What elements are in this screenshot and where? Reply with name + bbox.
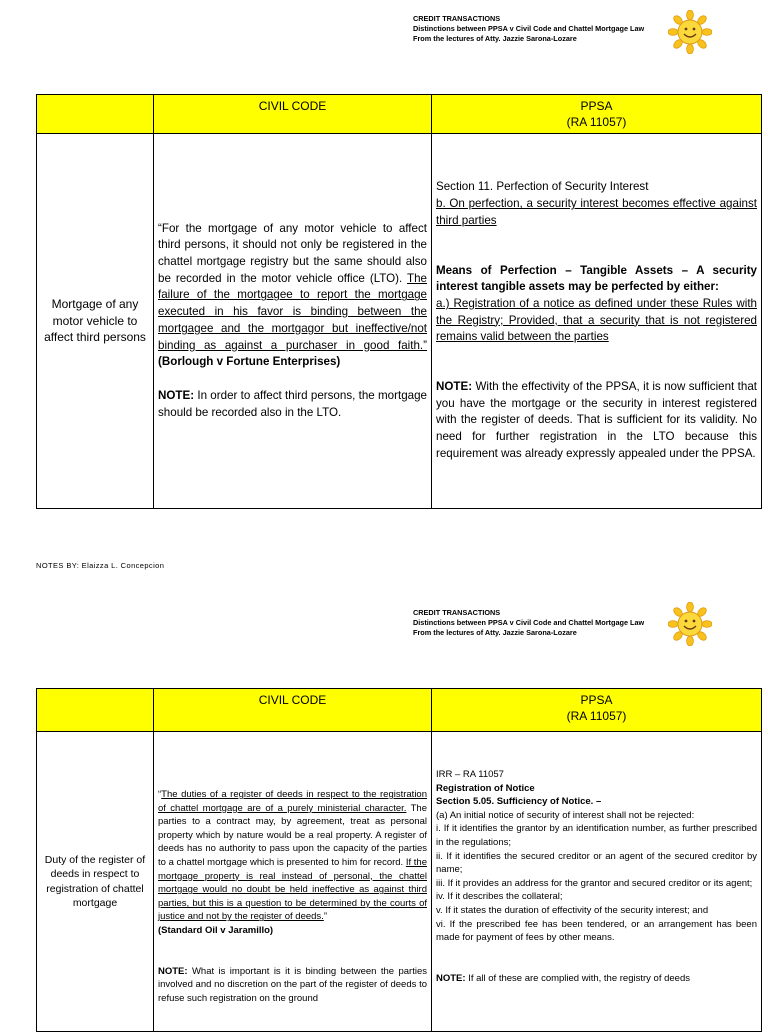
header-cell-ppsa	[432, 95, 762, 134]
case-citation: (Borlough v Fortune Enterprises)	[158, 355, 341, 369]
col-civil-label: CIVIL CODE	[258, 693, 327, 707]
civil-code-cell	[154, 134, 432, 509]
civil-note	[158, 388, 427, 421]
header-subtitle: Distinctions between PPSA v Civil Code and Chattel Mortgage Law	[413, 24, 645, 33]
quote-underlined-2: If the mortgage property is real instead of personal, the chattel mortgage would no doubt be held ineffective as against third parties, but this is a question to be determined by the courts of justice and not by the register of deeds.	[158, 856, 428, 923]
note-label: NOTE:	[158, 388, 195, 402]
note-text: With the effectivity of the PPSA, it is now sufficient that you have the mortgage or the security in interest registered with the register of deeds. That is sufficient for its validity. No need for further registration in the LTO because this requirement was already expressly appealed under the PPSA.	[436, 380, 757, 460]
note-label: NOTE:	[158, 965, 188, 977]
header-cell-civil-code	[154, 95, 432, 134]
irr-title: IRR – RA 11057	[436, 769, 504, 780]
irr-subtitle: Registration of Notice	[436, 782, 535, 794]
topic-cell: Duty of the register of deeds in respect to registration of chattel mortgage	[37, 732, 154, 1032]
col-ppsa-ra: (RA 11057)	[566, 115, 627, 129]
irr-item-iii: iii. If it provides an address for the grantor and secured creditor or its agent;	[436, 877, 753, 889]
ppsa-note	[436, 972, 757, 986]
header-course: CREDIT TRANSACTIONS	[413, 14, 501, 23]
header-cell-ppsa	[432, 689, 762, 732]
col-ppsa-label: PPSA	[580, 99, 613, 113]
note-label: NOTE:	[436, 972, 466, 984]
smiling-sun-icon	[668, 10, 712, 54]
col-civil-label: CIVIL CODE	[258, 99, 327, 113]
header-course: CREDIT TRANSACTIONS	[413, 608, 501, 617]
quote-close: ”	[323, 911, 327, 923]
smiling-sun-icon	[668, 602, 712, 646]
quote-part: “For the mortgage of any motor vehicle to affect third persons, it should not only be registered in the chattel mortgage registry but the same should also be recorded in the motor vehicle office (LTO).	[158, 221, 427, 285]
comparison-table-2	[36, 688, 762, 1032]
note-text: If all of these are complied with, the registry of deeds	[465, 972, 690, 984]
ppsa-cell	[432, 732, 762, 1032]
quote-underlined-1: The duties of a register of deeds in respect to the registration of chattel mortgage are of a purely ministerial character.	[158, 789, 427, 814]
comparison-table-1	[36, 94, 762, 509]
header-cell-civil-code	[154, 689, 432, 732]
topic-cell: Mortgage of any motor vehicle to affect third persons	[37, 134, 154, 509]
civil-code-cell	[154, 732, 432, 1032]
irr-item-vi: vi. If the prescribed fee has been tendered, or an arrangement has been made for payment of fees by other means.	[436, 918, 757, 944]
quote-underlined: The failure of the mortgagee to report the mortgage executed in his favor is binding between the mortgagee and the mortgagor but ineffective/not binding as against a purchaser in good faith.”	[158, 271, 427, 352]
civil-note	[158, 965, 427, 1006]
notes-by: NOTES BY: Elaizza L. Concepcion	[36, 561, 165, 570]
header-lecturer: From the lectures of Atty. Jazzie Sarona-Lozare	[413, 628, 577, 637]
irr-item-v: v. If it states the duration of effectivity of the security interest; and	[436, 904, 709, 916]
case-citation: (Standard Oil v Jaramillo)	[158, 924, 274, 936]
header-lecturer: From the lectures of Atty. Jazzie Sarona-Lozare	[413, 34, 577, 43]
civil-quote	[158, 788, 427, 924]
civil-quote	[158, 221, 427, 371]
document-header	[413, 14, 644, 44]
note-label: NOTE:	[436, 380, 473, 394]
ppsa-cell	[432, 134, 762, 509]
ppsa-section-title: Section 11. Perfection of Security Interest	[436, 180, 649, 194]
header-cell-topic	[37, 95, 154, 134]
ppsa-section-b: b. On perfection, a security interest becomes effective against third parties	[436, 197, 757, 227]
note-text: What is important is it is binding between the parties involved and no discretion on the part of the register of deeds to refuse such registration on the ground	[158, 965, 427, 1004]
document-header-2	[413, 608, 644, 638]
ppsa-note	[436, 379, 757, 463]
irr-section: Section 5.05. Sufficiency of Notice. –	[436, 796, 602, 808]
quote-open: “	[158, 789, 162, 800]
irr-item-iv: iv. If it describes the collateral;	[436, 891, 563, 903]
ppsa-means-a: a.) Registration of a notice as defined under these Rules with the Registry; Provided, that a security that is not registered remains valid between the parties	[436, 296, 757, 344]
note-text: In order to affect third persons, the mortgage should be recorded also in the LTO.	[158, 388, 427, 419]
col-ppsa-ra: (RA 11057)	[566, 709, 627, 723]
quote-part: The parties to a contract may, by agreement, treat as personal property which by nature would be a real property. A register of deeds has no authority to pass upon the capacity of the parties to a chattel mortgage which is presented to him for record.	[158, 802, 427, 868]
irr-item-ii: ii. If it identifies the secured creditor or an agent of the secured creditor by name;	[436, 850, 757, 876]
header-subtitle: Distinctions between PPSA v Civil Code and Chattel Mortgage Law	[413, 618, 645, 627]
col-ppsa-label: PPSA	[580, 693, 613, 707]
irr-item-i: i. If it identifies the grantor by an identification number, as further prescribed in the regulations;	[436, 823, 757, 848]
ppsa-means: Means of Perfection – Tangible Assets – A security interest tangible assets may be perfected by either:	[436, 263, 757, 294]
header-cell-topic	[37, 689, 154, 732]
irr-item-a: (a) An initial notice of security of interest shall not be rejected:	[436, 809, 695, 821]
